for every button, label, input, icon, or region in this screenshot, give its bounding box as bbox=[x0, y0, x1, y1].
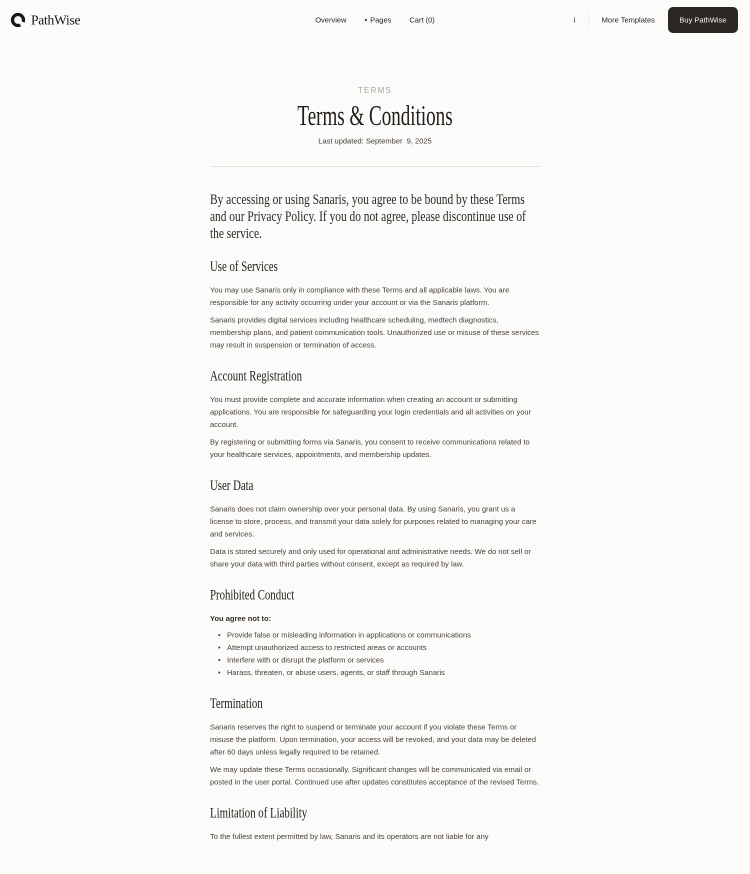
section-lead: You agree not to: bbox=[210, 614, 272, 623]
section-paragraph: Data is stored securely and only used for operational and administrative needs. We do not sell or share your data with third parties without consent, except as required by law. bbox=[210, 547, 531, 569]
section-title: Use of Services bbox=[210, 258, 278, 275]
pathwise-logo-icon bbox=[10, 12, 26, 28]
section-title: Account Registration bbox=[210, 367, 303, 384]
intro-paragraph: By accessing or using Sanaris, you agree to be bound by these Terms and our Privacy Policy. If you do not agree, please discontinue use of the service. bbox=[210, 191, 526, 242]
nav-pages-dot: • bbox=[364, 15, 368, 25]
main-nav bbox=[315, 16, 435, 25]
section-paragraph: Sanaris does not claim ownership over your personal data. By using Sanaris, you grant us a license to store, process, and transmit your data solely for purposes related to managing your care and services. bbox=[210, 505, 537, 539]
logo-text: PathWise bbox=[31, 12, 81, 28]
last-updated: Last updated: September 9, 2025 bbox=[318, 137, 432, 146]
section-paragraph: You may use Sanaris only in compliance with these Terms and all applicable laws. You are responsible for any activity occurring under your account or via the Sanaris platform. bbox=[210, 286, 510, 307]
eyebrow-label: TERMS bbox=[357, 86, 393, 95]
section-title: Prohibited Conduct bbox=[210, 586, 295, 603]
section-paragraph: You must provide complete and accurate information when creating an account or submitting applications. You are responsible for safeguarding your login credentials and all activities on your account. bbox=[210, 395, 532, 429]
nav-pages-label: Pages bbox=[370, 15, 392, 25]
header-separator bbox=[588, 13, 589, 28]
terms-content bbox=[210, 40, 540, 843]
section-title: User Data bbox=[210, 477, 254, 494]
bullet-item: • Interfere with or disrupt the platform or services bbox=[210, 654, 540, 667]
info-item[interactable]: i bbox=[573, 15, 576, 25]
logo[interactable] bbox=[10, 12, 80, 28]
section-prohibited-conduct bbox=[210, 585, 540, 680]
section-account-registration bbox=[210, 366, 540, 462]
more-templates-link[interactable]: More Templates bbox=[601, 15, 655, 25]
section-paragraph: By registering or submitting forms via Sanaris, you consent to receive communications related to your healthcare services, appointments, and membership updates. bbox=[210, 438, 530, 459]
nav-overview[interactable] bbox=[315, 16, 346, 25]
section-use-of-services bbox=[210, 256, 540, 352]
page-title: Terms & Conditions bbox=[297, 100, 453, 132]
bullet-item: • Harass, threaten, or abuse users, agents, or staff through Sanaris bbox=[210, 667, 540, 680]
nav-cart[interactable] bbox=[409, 16, 434, 25]
nav-overview-label: Overview bbox=[315, 15, 347, 25]
bullet-item: • Attempt unauthorized access to restricted areas or accounts bbox=[210, 642, 540, 655]
nav-cart-label: Cart (0) bbox=[409, 15, 435, 25]
bullet-item: • Provide false or misleading information in applications or communications bbox=[210, 629, 540, 642]
section-paragraph: Sanaris provides digital services including healthcare scheduling, medtech diagnostics, membership plans, and patient communication tools. Unauthorized use or misuse of these services may result in suspension or termination of access. bbox=[210, 316, 539, 350]
section-paragraph: Sanaris reserves the right to suspend or terminate your account if you violate these Terms or misuse the platform. Upon termination, your access will be revoked, and your data may be deleted after 60 days unless legally required to be retained. bbox=[210, 723, 537, 757]
section-limitation-of-liability bbox=[210, 803, 540, 844]
section-termination bbox=[210, 693, 540, 789]
section-paragraph: We may update these Terms occasionally. Significant changes will be communicated via email or posted in the user portal. Continued use after updates constitutes acceptance of the revised Terms. bbox=[210, 765, 539, 787]
nav-pages[interactable] bbox=[364, 16, 391, 25]
section-title: Limitation of Liability bbox=[210, 804, 308, 821]
prohibited-list bbox=[210, 629, 540, 679]
buy-pathwise-button[interactable]: Buy PathWise bbox=[668, 7, 738, 33]
site-header bbox=[0, 0, 750, 40]
divider bbox=[210, 166, 540, 167]
section-user-data bbox=[210, 475, 540, 571]
section-title: Termination bbox=[210, 695, 263, 712]
section-paragraph: To the fullest extent permitted by law, Sanaris and its operators are not liable for any bbox=[210, 832, 489, 841]
header-right bbox=[574, 7, 739, 33]
